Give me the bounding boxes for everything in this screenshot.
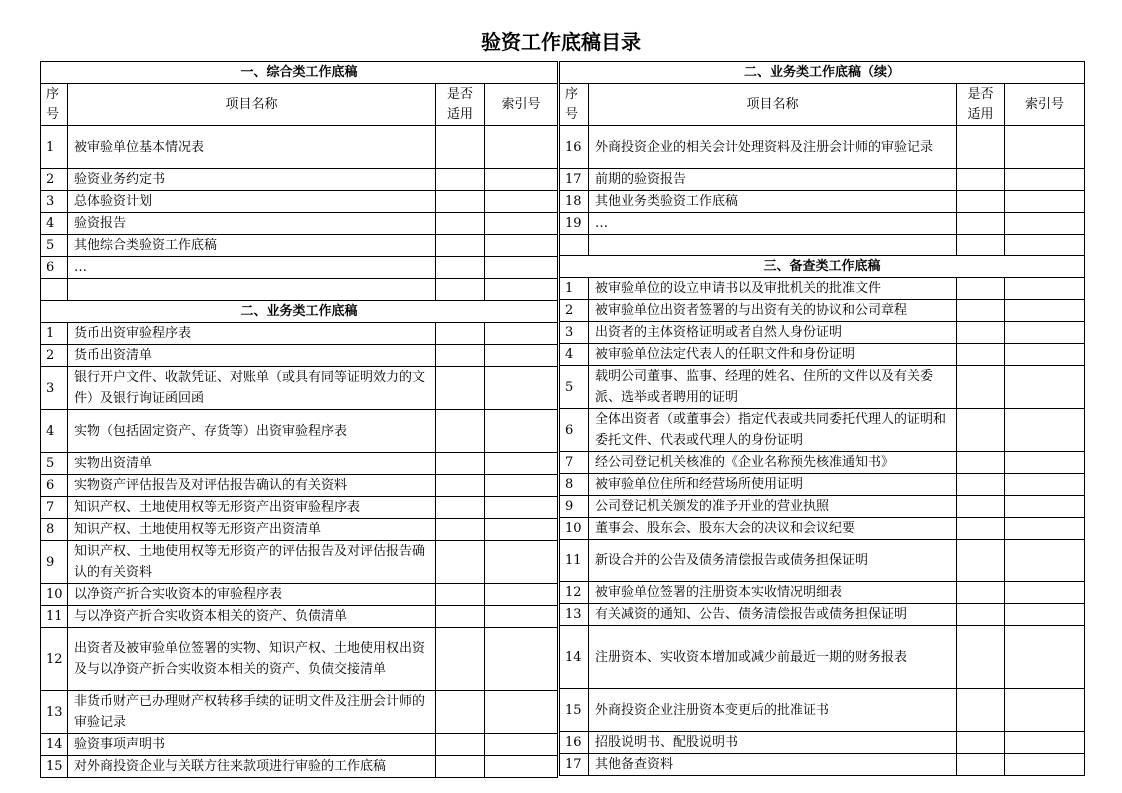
item-name: 知识产权、土地使用权等无形资产出资清单: [68, 519, 436, 541]
applicable-cell[interactable]: [957, 474, 1005, 496]
item-number: 8: [560, 474, 589, 496]
index-number-cell[interactable]: [485, 584, 558, 606]
index-number-cell[interactable]: [1005, 626, 1085, 689]
item-name: 实物出资清单: [68, 453, 436, 475]
table-row: [560, 191, 1085, 213]
index-number-cell[interactable]: [485, 606, 558, 628]
index-number-cell[interactable]: [485, 323, 558, 345]
item-number: 3: [41, 191, 68, 213]
index-number-cell[interactable]: [1005, 582, 1085, 604]
item-number: 11: [560, 540, 589, 582]
table-row: [41, 235, 558, 257]
table-row: [41, 475, 558, 497]
item-number: 18: [560, 191, 589, 213]
item-number: 10: [560, 518, 589, 540]
column-header-applicable: 是否适用: [436, 84, 485, 126]
index-number-cell[interactable]: [1005, 344, 1085, 366]
applicable-cell[interactable]: [436, 475, 485, 497]
table-row: [41, 541, 558, 584]
item-number: [41, 279, 68, 301]
section-title: 三、备查类工作底稿: [560, 256, 1085, 278]
table-row: [560, 626, 1085, 689]
item-name: 银行开户文件、收款凭证、对账单（或具有同等证明效力的文件）及银行询证函回函: [68, 367, 436, 410]
section-title-row: [560, 256, 1085, 278]
item-name: 经公司登记机关核准的《企业名称预先核准通知书》: [589, 452, 957, 474]
item-number: 19: [560, 213, 589, 235]
applicable-cell[interactable]: [957, 518, 1005, 540]
table-row: [560, 540, 1085, 582]
applicable-cell[interactable]: [436, 367, 485, 410]
item-number: 16: [560, 126, 589, 169]
index-number-cell[interactable]: [1005, 169, 1085, 191]
applicable-cell[interactable]: [957, 191, 1005, 213]
item-name: …: [589, 213, 957, 235]
index-number-cell[interactable]: [1005, 518, 1085, 540]
table-row: [41, 606, 558, 628]
index-number-cell[interactable]: [485, 345, 558, 367]
column-header-name: 项目名称: [589, 84, 957, 126]
item-name: 公司登记机关颁发的准予开业的营业执照: [589, 496, 957, 518]
applicable-cell[interactable]: [436, 126, 485, 169]
table-row: [41, 734, 558, 756]
item-number: 7: [560, 452, 589, 474]
item-name: 以净资产折合实收资本的审验程序表: [68, 584, 436, 606]
applicable-cell[interactable]: [436, 323, 485, 345]
item-name: 其他备查资料: [589, 754, 957, 776]
index-number-cell[interactable]: [485, 279, 558, 301]
item-number: 8: [41, 519, 68, 541]
item-name: 与以净资产折合实收资本相关的资产、负债清单: [68, 606, 436, 628]
table-row: [560, 213, 1085, 235]
table-row: [41, 497, 558, 519]
table-row: [41, 519, 558, 541]
item-number: 3: [560, 322, 589, 344]
table-row: [41, 213, 558, 235]
index-number-cell[interactable]: [485, 691, 558, 734]
item-number: 14: [560, 626, 589, 689]
index-number-cell[interactable]: [485, 410, 558, 453]
item-name: …: [68, 257, 436, 279]
index-number-cell[interactable]: [485, 541, 558, 584]
index-number-cell[interactable]: [1005, 322, 1085, 344]
applicable-cell[interactable]: [957, 732, 1005, 754]
table-row: [41, 257, 558, 279]
item-name: 验资业务约定书: [68, 169, 436, 191]
item-name: [589, 235, 957, 256]
item-number: 16: [560, 732, 589, 754]
applicable-cell[interactable]: [957, 689, 1005, 732]
page-title: 验资工作底稿目录: [481, 30, 641, 54]
table-row: [41, 410, 558, 453]
header-row: [560, 84, 1085, 126]
applicable-cell[interactable]: [436, 213, 485, 235]
applicable-cell[interactable]: [957, 754, 1005, 776]
column-header-index: 索引号: [485, 84, 558, 126]
applicable-cell[interactable]: [436, 345, 485, 367]
applicable-cell[interactable]: [957, 604, 1005, 626]
table-row: [560, 344, 1085, 366]
index-number-cell[interactable]: [485, 126, 558, 169]
index-number-cell[interactable]: [1005, 604, 1085, 626]
item-number: 2: [41, 345, 68, 367]
item-number: 9: [41, 541, 68, 584]
applicable-cell[interactable]: [436, 410, 485, 453]
index-number-cell[interactable]: [485, 734, 558, 756]
table-row: [41, 453, 558, 475]
item-name: 载明公司董事、监事、经理的姓名、住所的文件以及有关委派、选举或者聘用的证明: [589, 366, 957, 409]
applicable-cell[interactable]: [436, 235, 485, 257]
index-number-cell[interactable]: [485, 628, 558, 691]
item-name: 对外商投资企业与关联方往来款项进行审验的工作底稿: [68, 756, 436, 778]
item-number: 3: [41, 367, 68, 410]
item-name: 前期的验资报告: [589, 169, 957, 191]
applicable-cell[interactable]: [436, 453, 485, 475]
table-row: [560, 496, 1085, 518]
index-number-cell[interactable]: [485, 519, 558, 541]
table-row: [560, 474, 1085, 496]
applicable-cell[interactable]: [436, 191, 485, 213]
table-row: [560, 732, 1085, 754]
item-name: 全体出资者（或董事会）指定代表或共同委托代理人的证明和委托文件、代表或代理人的身份证明: [589, 409, 957, 452]
item-name: [68, 279, 436, 301]
item-name: 被审验单位住所和经营场所使用证明: [589, 474, 957, 496]
item-number: 6: [41, 475, 68, 497]
item-number: [560, 235, 589, 256]
item-number: 1: [560, 278, 589, 300]
item-name: 有关减资的通知、公告、债务清偿报告或债务担保证明: [589, 604, 957, 626]
applicable-cell[interactable]: [957, 626, 1005, 689]
index-number-cell[interactable]: [485, 453, 558, 475]
right-catalog-table: [559, 61, 1085, 776]
column-header-applicable: 是否适用: [957, 84, 1005, 126]
table-row: [560, 452, 1085, 474]
index-number-cell[interactable]: [485, 497, 558, 519]
item-name: 验资事项声明书: [68, 734, 436, 756]
index-number-cell[interactable]: [1005, 366, 1085, 409]
index-number-cell[interactable]: [1005, 235, 1085, 256]
table-row: [41, 169, 558, 191]
applicable-cell[interactable]: [436, 519, 485, 541]
item-name: 货币出资审验程序表: [68, 323, 436, 345]
table-row: [560, 169, 1085, 191]
table-row: [41, 323, 558, 345]
table-row: [560, 582, 1085, 604]
section-title: 一、综合类工作底稿: [41, 62, 558, 84]
index-number-cell[interactable]: [1005, 689, 1085, 732]
item-name: 知识产权、土地使用权等无形资产的评估报告及对评估报告确认的有关资料: [68, 541, 436, 584]
item-number: 15: [41, 756, 68, 778]
index-number-cell[interactable]: [1005, 540, 1085, 582]
item-name: 其他业务类验资工作底稿: [589, 191, 957, 213]
item-number: 11: [41, 606, 68, 628]
item-number: 6: [41, 257, 68, 279]
table-row: [560, 300, 1085, 322]
applicable-cell[interactable]: [957, 235, 1005, 256]
table-row: [560, 278, 1085, 300]
applicable-cell[interactable]: [436, 169, 485, 191]
applicable-cell[interactable]: [957, 344, 1005, 366]
column-header-seq: 序号: [41, 84, 68, 126]
blank-row: [560, 235, 1085, 256]
applicable-cell[interactable]: [957, 213, 1005, 235]
item-number: 12: [41, 628, 68, 691]
applicable-cell[interactable]: [957, 496, 1005, 518]
section-title: 二、业务类工作底稿: [41, 301, 558, 323]
applicable-cell[interactable]: [436, 756, 485, 778]
table-row: [41, 628, 558, 691]
index-number-cell[interactable]: [1005, 126, 1085, 169]
index-number-cell[interactable]: [1005, 191, 1085, 213]
item-number: 6: [560, 409, 589, 452]
applicable-cell[interactable]: [957, 452, 1005, 474]
index-number-cell[interactable]: [485, 756, 558, 778]
index-number-cell[interactable]: [1005, 278, 1085, 300]
table-row: [41, 126, 558, 169]
index-number-cell[interactable]: [1005, 732, 1085, 754]
item-name: 被审验单位的设立申请书以及审批机关的批准文件: [589, 278, 957, 300]
table-row: [41, 191, 558, 213]
applicable-cell[interactable]: [957, 169, 1005, 191]
table-row: [560, 604, 1085, 626]
item-name: 总体验资计划: [68, 191, 436, 213]
applicable-cell[interactable]: [436, 257, 485, 279]
index-number-cell[interactable]: [1005, 474, 1085, 496]
item-number: 4: [41, 213, 68, 235]
item-number: 14: [41, 734, 68, 756]
applicable-cell[interactable]: [436, 541, 485, 584]
item-number: 4: [560, 344, 589, 366]
index-number-cell[interactable]: [1005, 754, 1085, 776]
table-row: [560, 754, 1085, 776]
table-row: [560, 518, 1085, 540]
index-number-cell[interactable]: [1005, 409, 1085, 452]
table-row: [560, 126, 1085, 169]
item-name: 被审验单位法定代表人的任职文件和身份证明: [589, 344, 957, 366]
applicable-cell[interactable]: [957, 300, 1005, 322]
applicable-cell[interactable]: [957, 366, 1005, 409]
column-header-seq: 序号: [560, 84, 589, 126]
applicable-cell[interactable]: [436, 628, 485, 691]
item-number: 5: [41, 235, 68, 257]
item-name: 非货币财产已办理财产权转移手续的证明文件及注册会计师的审验记录: [68, 691, 436, 734]
item-number: 10: [41, 584, 68, 606]
blank-row: [41, 279, 558, 301]
item-name: 外商投资企业注册资本变更后的批准证书: [589, 689, 957, 732]
section-title-row: [560, 62, 1085, 84]
index-number-cell[interactable]: [485, 191, 558, 213]
table-row: [560, 689, 1085, 732]
index-number-cell[interactable]: [485, 235, 558, 257]
item-name: 注册资本、实收资本增加或减少前最近一期的财务报表: [589, 626, 957, 689]
column-header-index: 索引号: [1005, 84, 1085, 126]
applicable-cell[interactable]: [957, 582, 1005, 604]
item-name: 其他综合类验资工作底稿: [68, 235, 436, 257]
item-number: 1: [41, 323, 68, 345]
item-number: 12: [560, 582, 589, 604]
applicable-cell[interactable]: [436, 606, 485, 628]
applicable-cell[interactable]: [957, 278, 1005, 300]
index-number-cell[interactable]: [485, 367, 558, 410]
section-title-row: [41, 301, 558, 323]
item-name: 验资报告: [68, 213, 436, 235]
item-name: 新设合并的公告及债务清偿报告或债务担保证明: [589, 540, 957, 582]
item-name: 被审验单位出资者签署的与出资有关的协议和公司章程: [589, 300, 957, 322]
index-number-cell[interactable]: [1005, 452, 1085, 474]
applicable-cell[interactable]: [436, 691, 485, 734]
left-catalog-table: [40, 61, 558, 778]
table-row: [560, 322, 1085, 344]
item-number: 2: [560, 300, 589, 322]
section-title-row: [41, 62, 558, 84]
item-number: 7: [41, 497, 68, 519]
item-number: 17: [560, 754, 589, 776]
table-row: [41, 367, 558, 410]
item-number: 17: [560, 169, 589, 191]
index-number-cell[interactable]: [485, 475, 558, 497]
item-name: 出资者的主体资格证明或者自然人身份证明: [589, 322, 957, 344]
column-header-name: 项目名称: [68, 84, 436, 126]
item-name: 实物（包括固定资产、存货等）出资审验程序表: [68, 410, 436, 453]
item-name: 货币出资清单: [68, 345, 436, 367]
applicable-cell[interactable]: [436, 584, 485, 606]
item-number: 13: [41, 691, 68, 734]
item-number: 13: [560, 604, 589, 626]
applicable-cell[interactable]: [957, 126, 1005, 169]
table-row: [41, 584, 558, 606]
section-title: 二、业务类工作底稿（续）: [560, 62, 1085, 84]
applicable-cell[interactable]: [957, 409, 1005, 452]
table-row: [560, 409, 1085, 452]
index-number-cell[interactable]: [1005, 300, 1085, 322]
table-row: [41, 691, 558, 734]
item-name: 董事会、股东会、股东大会的决议和会议纪要: [589, 518, 957, 540]
item-name: 被审验单位签署的注册资本实收情况明细表: [589, 582, 957, 604]
item-name: 招股说明书、配股说明书: [589, 732, 957, 754]
index-number-cell[interactable]: [1005, 496, 1085, 518]
item-number: 5: [41, 453, 68, 475]
table-row: [560, 366, 1085, 409]
item-number: 9: [560, 496, 589, 518]
index-number-cell[interactable]: [485, 257, 558, 279]
table-row: [41, 345, 558, 367]
applicable-cell[interactable]: [957, 322, 1005, 344]
item-number: 2: [41, 169, 68, 191]
table-row: [41, 756, 558, 778]
applicable-cell[interactable]: [436, 734, 485, 756]
index-number-cell[interactable]: [485, 169, 558, 191]
item-number: 15: [560, 689, 589, 732]
index-number-cell[interactable]: [1005, 213, 1085, 235]
index-number-cell[interactable]: [485, 213, 558, 235]
item-name: 外商投资企业的相关会计处理资料及注册会计师的审验记录: [589, 126, 957, 169]
item-name: 实物资产评估报告及对评估报告确认的有关资料: [68, 475, 436, 497]
item-number: 1: [41, 126, 68, 169]
header-row: [41, 84, 558, 126]
applicable-cell[interactable]: [436, 497, 485, 519]
item-number: 4: [41, 410, 68, 453]
item-number: 5: [560, 366, 589, 409]
item-name: 出资者及被审验单位签署的实物、知识产权、土地使用权出资及与以净资产折合实收资本相关的资产、负债交接清单: [68, 628, 436, 691]
item-name: 被审验单位基本情况表: [68, 126, 436, 169]
item-name: 知识产权、土地使用权等无形资产出资审验程序表: [68, 497, 436, 519]
applicable-cell[interactable]: [436, 279, 485, 301]
applicable-cell[interactable]: [957, 540, 1005, 582]
